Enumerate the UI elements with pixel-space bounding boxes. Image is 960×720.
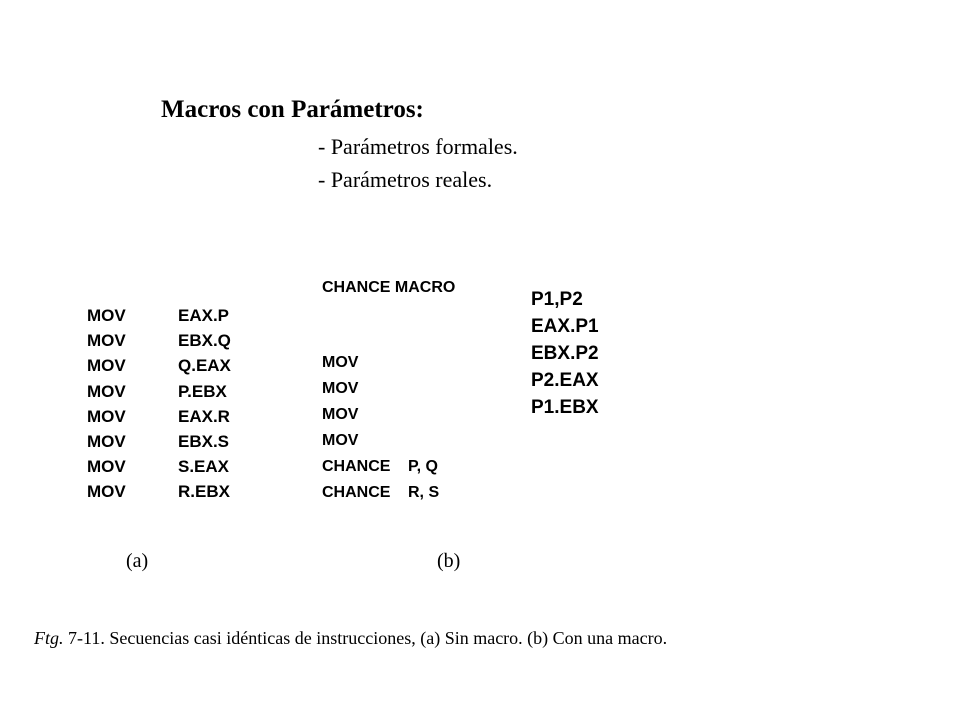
column-b-arg [408,428,439,454]
column-a-arg: Q.EAX [178,356,231,376]
macro-header: CHANCE MACRO [322,279,456,296]
column-b-op: MOV [322,380,359,397]
column-b-ops [322,350,390,506]
column-a-op: MOV [87,482,126,502]
bullet-real-parameters: - Parámetros reales. [318,167,493,192]
column-a-op: MOV [87,306,126,325]
column-b-arg: R, S [408,484,440,501]
column-a-op: MOV [87,381,126,401]
column-a-arg: P.EBX [178,381,227,401]
column-c-line: EBX.P2 [531,343,599,364]
column-a-arg: EBX.S [178,432,230,452]
column-b-arg [408,376,439,402]
column-a-arg: EBX.Q [178,331,231,351]
column-b-arg: P, Q [408,458,438,475]
column-a-op: MOV [87,331,126,351]
column-b-arg [408,402,439,428]
column-c-line: P1.EBX [531,397,599,418]
column-a-arg: S.EAX [178,457,230,477]
column-a-arg: R.EBX [178,482,230,502]
column-a-arg: EAX.P [178,306,230,325]
column-b-args [408,350,439,506]
column-b-arg [408,350,439,376]
label-b: (b) [437,550,461,572]
column-a-op: MOV [87,432,126,452]
bullet-formal-parameters: - Parámetros formales. [318,134,518,159]
column-a-op: MOV [87,356,126,376]
column-b-op: MOV [322,432,359,449]
column-b-op: CHANCE [322,458,391,475]
column-c-line: P2.EAX [531,370,599,391]
column-a-arg: EAX.R [178,406,230,426]
figure-caption [34,628,667,649]
column-a-op: MOV [87,457,126,477]
column-b-op: MOV [322,406,359,423]
column-c-macro-body [531,286,599,421]
label-a: (a) [126,550,149,572]
slide-title: Macros con Parámetros: [161,96,424,123]
figure-label: Ftg. [34,628,64,648]
column-a-args [178,303,231,505]
column-b-op: MOV [322,354,359,371]
caption-text: 7-11. Secuencias casi idénticas de instrucciones, (a) Sin macro. (b) Con una macro. [68,628,668,648]
column-c-line: EAX.P1 [531,316,599,337]
column-c-line: P1,P2 [531,289,583,310]
column-a-ops [87,303,126,505]
column-b-op: CHANCE [322,484,391,501]
column-a-op: MOV [87,406,126,426]
